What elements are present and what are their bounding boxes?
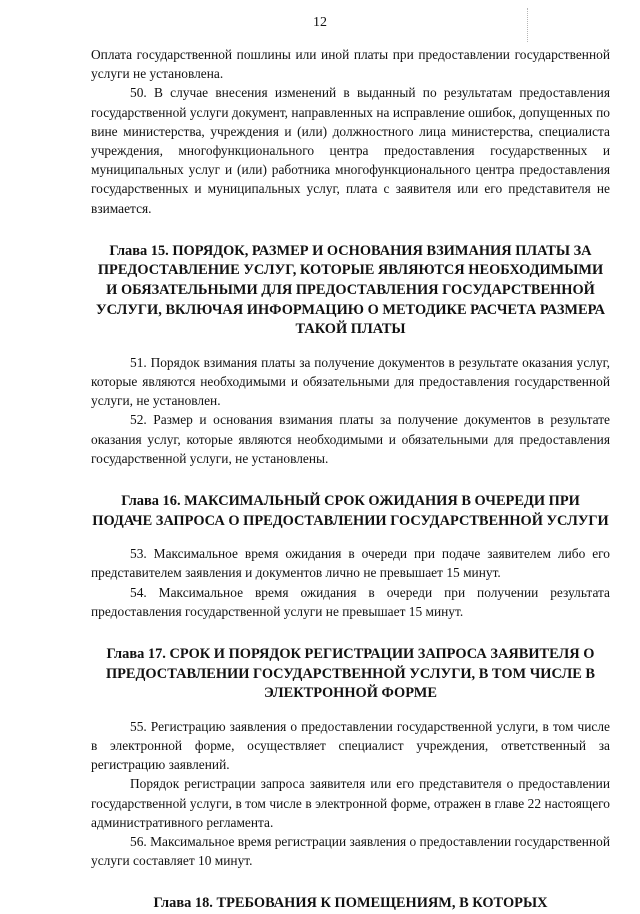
chapter-17-heading: Глава 17. СРОК И ПОРЯДОК РЕГИСТРАЦИИ ЗАПРОСА ЗАЯВИТЕЛЯ О ПРЕДОСТАВЛЕНИИ ГОСУДАРСТВЕННОЙ УСЛУГИ, В ТОМ ЧИСЛЕ В ЭЛЕКТРОННОЙ ФОРМЕ: [105, 646, 596, 702]
page-number: 12: [313, 15, 327, 30]
chapter-18-heading: Глава 18. ТРЕБОВАНИЯ К ПОМЕЩЕНИЯМ, В КОТОРЫХ: [153, 895, 548, 912]
paragraph-registration-procedure: Порядок регистрации запроса заявителя или его представителя о предоставлении государственной услуги, в том числе в электронной форме, отражен в главе 22 настоящего административного регламента.: [91, 776, 610, 830]
document-body: [91, 45, 610, 914]
paragraph-51: 51. Порядок взимания платы за получение документов в результате оказания услуг, которые являются необходимыми и обязательными для предоставления государственной услуги, не установлен.: [91, 354, 610, 409]
paragraph-fee-not-established: Оплата государственной пошлины или иной платы при предоставлении государственной услуги не установлена.: [91, 47, 610, 82]
chapter-16-heading: Глава 16. МАКСИМАЛЬНЫЙ СРОК ОЖИДАНИЯ В ОЧЕРЕДИ ПРИ ПОДАЧЕ ЗАПРОСА О ПРЕДОСТАВЛЕНИИ ГОСУДАРСТВЕННОЙ УСЛУГИ: [92, 493, 609, 529]
paragraph-54: 54. Максимальное время ожидания в очереди при получении результата предоставления государственной услуги не превышает 15 минут.: [91, 584, 610, 619]
paragraph-52: 52. Размер и основания взимания платы за получение документов в результате оказания услуг, которые являются необходимыми и обязательными для предоставления государственной услуги, не установлены.: [91, 412, 610, 466]
chapter-15-heading: Глава 15. ПОРЯДОК, РАЗМЕР И ОСНОВАНИЯ ВЗИМАНИЯ ПЛАТЫ ЗА ПРЕДОСТАВЛЕНИЕ УСЛУГ, КОТОРЫЕ ЯВЛЯЮТСЯ НЕОБХОДИМЫМИ И ОБЯЗАТЕЛЬНЫМИ ДЛЯ ПРЕДОСТАВЛЕНИЯ ГОСУДАРСТВЕННОЙ УСЛУГИ, ВКЛЮЧАЯ ИНФОРМАЦИЮ О МЕТОДИКЕ РАСЧЕТА РАЗМЕРА ТАКОЙ ПЛАТЫ: [96, 242, 605, 338]
paragraph-53: 53. Максимальное время ожидания в очереди при подаче заявителем либо его представителем заявления и документов лично не превышает 15 минут.: [91, 546, 610, 581]
paragraph-50: 50. В случае внесения изменений в выданный по результатам предоставления государственной услуги документ, направленных на исправление ошибок, допущенных по вине министерства, учреждения и (или) должностного лица министерства, специалиста учреждения, многофункционального центра предоставления государственных и муниципальных услуг и (или) работника многофункционального центра предоставления государственных и муниципальных услуг, плата с заявителя или его представителя не взимается.: [91, 85, 610, 216]
paragraph-56: 56. Максимальное время регистрации заявления о предоставлении государственной услуги составляет 10 минут.: [91, 834, 610, 869]
paragraph-55: 55. Регистрацию заявления о предоставлении государственной услуги, в том числе в электронной форме, осуществляет специалист учреждения, ответственный за регистрацию заявлений.: [91, 718, 610, 773]
